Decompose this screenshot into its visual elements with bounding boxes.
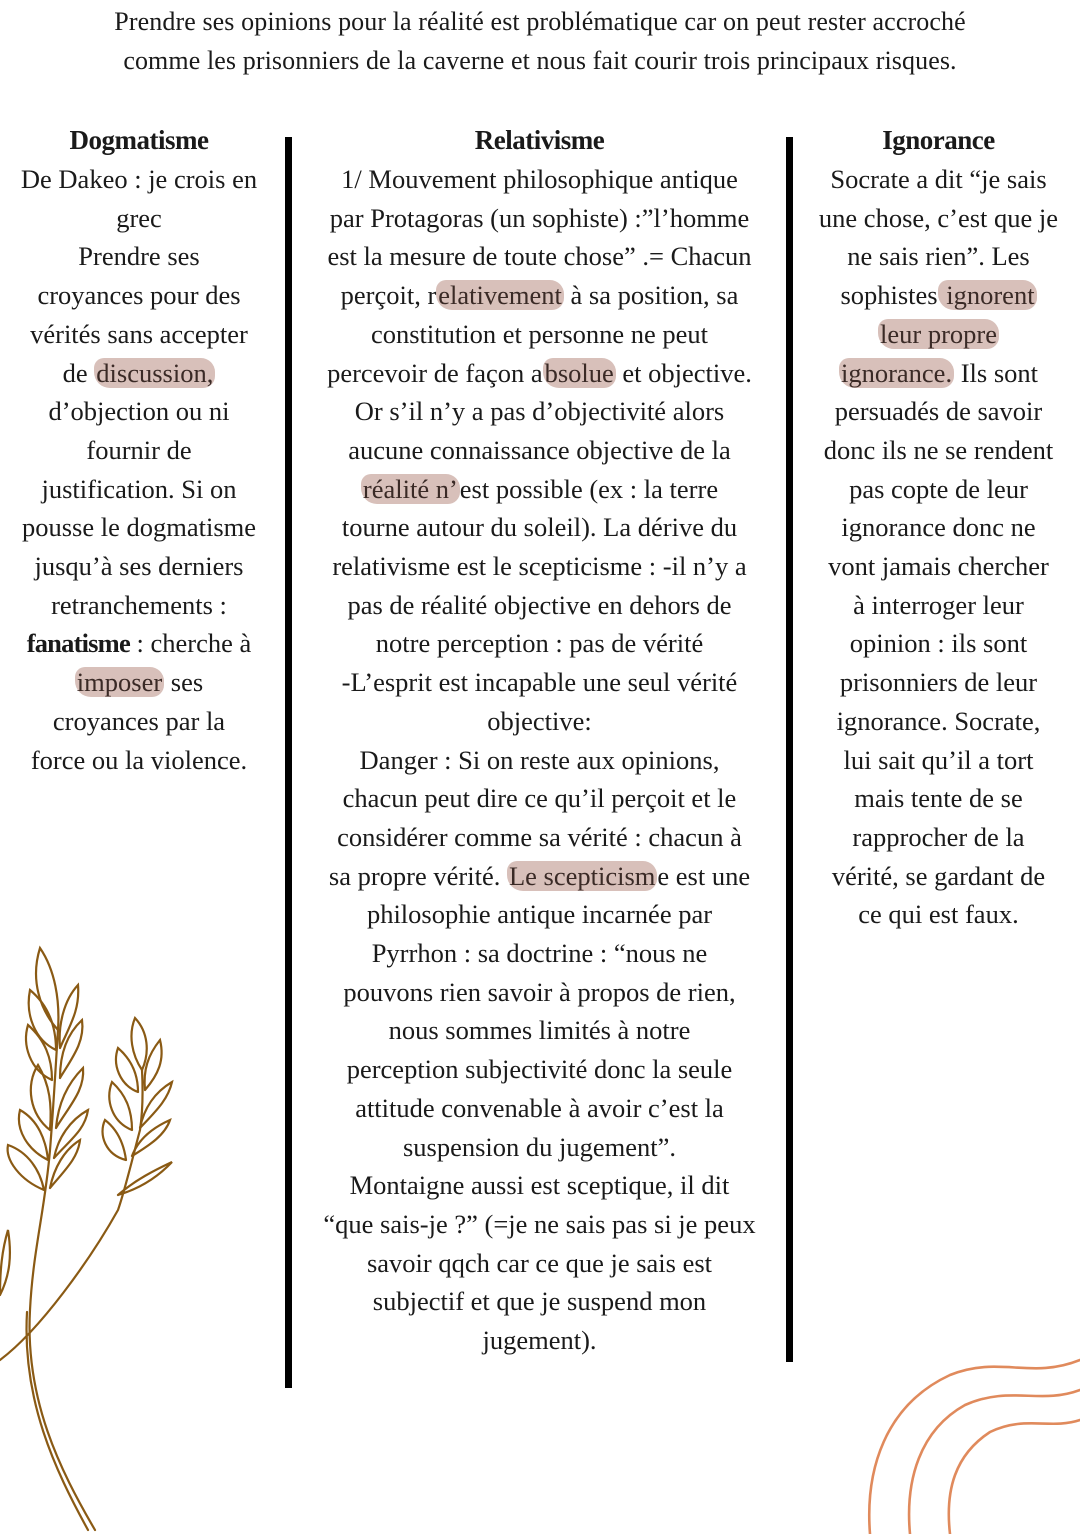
text-fragment: sophistes	[840, 280, 938, 311]
text-line: rapprocher de la	[852, 821, 1025, 852]
text-line: justification. Si on	[41, 473, 237, 504]
text-fragment: percevoir de façon a	[327, 357, 543, 388]
text-line: donc ils ne se rendent	[823, 434, 1054, 465]
text-line: considérer comme sa vérité : chacun à	[337, 821, 742, 852]
text-line: subjectif et que je suspend mon	[372, 1286, 707, 1317]
text-line: “que sais-je ?” (=je ne sais pas si je peux	[323, 1208, 756, 1239]
text-line: force ou la violence.	[30, 744, 248, 775]
text-line: vérités sans accepter	[30, 318, 248, 349]
text-fragment: Ils sont	[954, 357, 1039, 388]
text-line: notre perception : pas de vérité	[375, 628, 704, 659]
text-line: Pyrrhon : sa doctrine : “nous ne	[371, 938, 708, 969]
text-line	[291, 354, 788, 393]
highlight: Le scepticism	[508, 860, 656, 891]
text-line: nous sommes limités à notre	[388, 1015, 691, 1046]
text-line: chacun peut dire ce qu’il perçoit et le	[342, 783, 737, 814]
intro-line: comme les prisonniers de la caverne et nous fait courir trois principaux risques.	[123, 46, 957, 75]
waves-icon	[860, 1350, 1080, 1534]
column-body-ignorance	[797, 160, 1080, 934]
text-line: constitution et personne ne peut	[370, 318, 709, 349]
text-line: objective:	[487, 705, 592, 736]
text-fragment: sa propre vérité.	[328, 860, 507, 891]
text-line: d’objection ou ni	[48, 396, 230, 427]
column-title-dogmatisme: Dogmatisme	[69, 125, 209, 155]
column-body-relativisme	[291, 160, 788, 1360]
text-line	[0, 354, 278, 393]
text-line: savoir qqch car ce que je sais est	[366, 1247, 713, 1278]
highlight: bsolue	[544, 357, 614, 388]
text-line: attitude convenable à avoir c’est la	[355, 1092, 724, 1123]
text-line: relativisme est le scepticisme : -il n’y a	[332, 551, 747, 582]
text-line	[797, 354, 1080, 393]
highlight: elativement	[438, 280, 562, 311]
highlight: imposer	[76, 667, 163, 698]
text-line: persuadés de savoir	[834, 396, 1043, 427]
text-line: retranchements :	[51, 589, 227, 620]
text-line: à interroger leur	[853, 589, 1024, 620]
text-line: tourne autour du soleil). La dérive du	[341, 512, 738, 543]
text-line: philosophie antique incarnée par	[366, 899, 713, 930]
column-relativisme	[291, 120, 788, 1360]
text-line: opinion : ils sont	[849, 628, 1028, 659]
highlight: réalité n’	[362, 473, 458, 504]
text-line: croyances pour des	[37, 280, 241, 311]
text-line	[291, 857, 788, 896]
text-line: Danger : Si on reste aux opinions,	[359, 744, 720, 775]
text-line: -L’esprit est incapable une seul vérité	[341, 667, 738, 698]
text-line: grec	[116, 202, 162, 233]
bold-term: fanatisme	[26, 628, 130, 659]
intro-line: Prendre ses opinions pour la réalité est problématique car on peut rester accroché	[114, 7, 966, 36]
text-line	[291, 470, 788, 509]
text-line: 1/ Mouvement philosophique antique	[341, 164, 738, 194]
text-line: Prendre ses	[78, 241, 200, 272]
text-line: suspension du jugement”.	[402, 1131, 677, 1162]
text-line: fournir de	[86, 434, 192, 465]
text-line: lui sait qu’il a tort	[843, 744, 1034, 775]
text-line: vont jamais chercher	[828, 551, 1049, 582]
text-line: pouvons rien savoir à propos de rien,	[343, 976, 736, 1007]
highlight: discussion,	[96, 357, 214, 388]
text-line: croyances par la	[52, 705, 226, 736]
text-fragment: ses	[164, 667, 204, 698]
text-line: Montaigne aussi est sceptique, il dit	[349, 1170, 730, 1201]
text-line: perception subjectivité donc la seule	[346, 1054, 733, 1085]
highlight: ignorance.	[840, 357, 953, 388]
text-line: est la mesure de toute chose” .= Chacun	[327, 241, 752, 272]
intro-paragraph	[0, 2, 1080, 80]
text-line: De Dakeo : je crois en	[20, 164, 258, 194]
text-line: par Protagoras (un sophiste) :”l’homme	[329, 202, 750, 233]
text-line	[797, 315, 1080, 354]
text-line: aucune connaissance objective de la	[348, 434, 731, 465]
text-line: ignorance donc ne	[841, 512, 1036, 543]
text-line: une chose, c’est que je	[818, 202, 1059, 233]
text-line	[797, 276, 1080, 315]
text-line	[0, 624, 278, 663]
text-line: ce qui est faux.	[858, 899, 1019, 930]
text-fragment: : cherche à	[129, 628, 252, 659]
wheat-icon	[0, 930, 200, 1534]
column-body-dogmatisme	[0, 160, 278, 779]
column-title-relativisme: Relativisme	[474, 125, 605, 155]
text-line: jusqu’à ses derniers	[34, 551, 244, 582]
text-line: vérité, se gardant de	[831, 860, 1046, 891]
text-fragment: à sa position, sa	[563, 280, 739, 311]
text-line: prisonniers de leur	[839, 667, 1038, 698]
text-line: ne sais rien”. Les	[847, 241, 1030, 272]
highlight: ignorent	[939, 280, 1035, 311]
highlight: leur propre	[880, 318, 997, 349]
text-fragment: e est une	[657, 860, 751, 891]
text-fragment: est possible (ex : la terre	[459, 473, 719, 504]
text-line: Socrate a dit “je sais	[830, 164, 1047, 194]
text-fragment: et objective.	[615, 357, 752, 388]
text-line	[0, 663, 278, 702]
text-line: Or s’il n’y a pas d’objectivité alors	[354, 396, 725, 427]
text-line: pas copte de leur	[849, 473, 1028, 504]
column-dogmatisme	[0, 120, 278, 779]
text-line: jugement).	[482, 1325, 597, 1356]
text-line: pousse le dogmatisme	[21, 512, 257, 543]
text-fragment: de	[62, 357, 95, 388]
text-line: pas de réalité objective en dehors de	[347, 589, 732, 620]
text-line: ignorance. Socrate,	[836, 705, 1041, 736]
column-ignorance	[797, 120, 1080, 934]
text-line	[291, 276, 788, 315]
text-fragment: perçoit, r	[340, 280, 437, 311]
text-line: mais tente de se	[854, 783, 1023, 814]
column-title-ignorance: Ignorance	[882, 125, 995, 155]
